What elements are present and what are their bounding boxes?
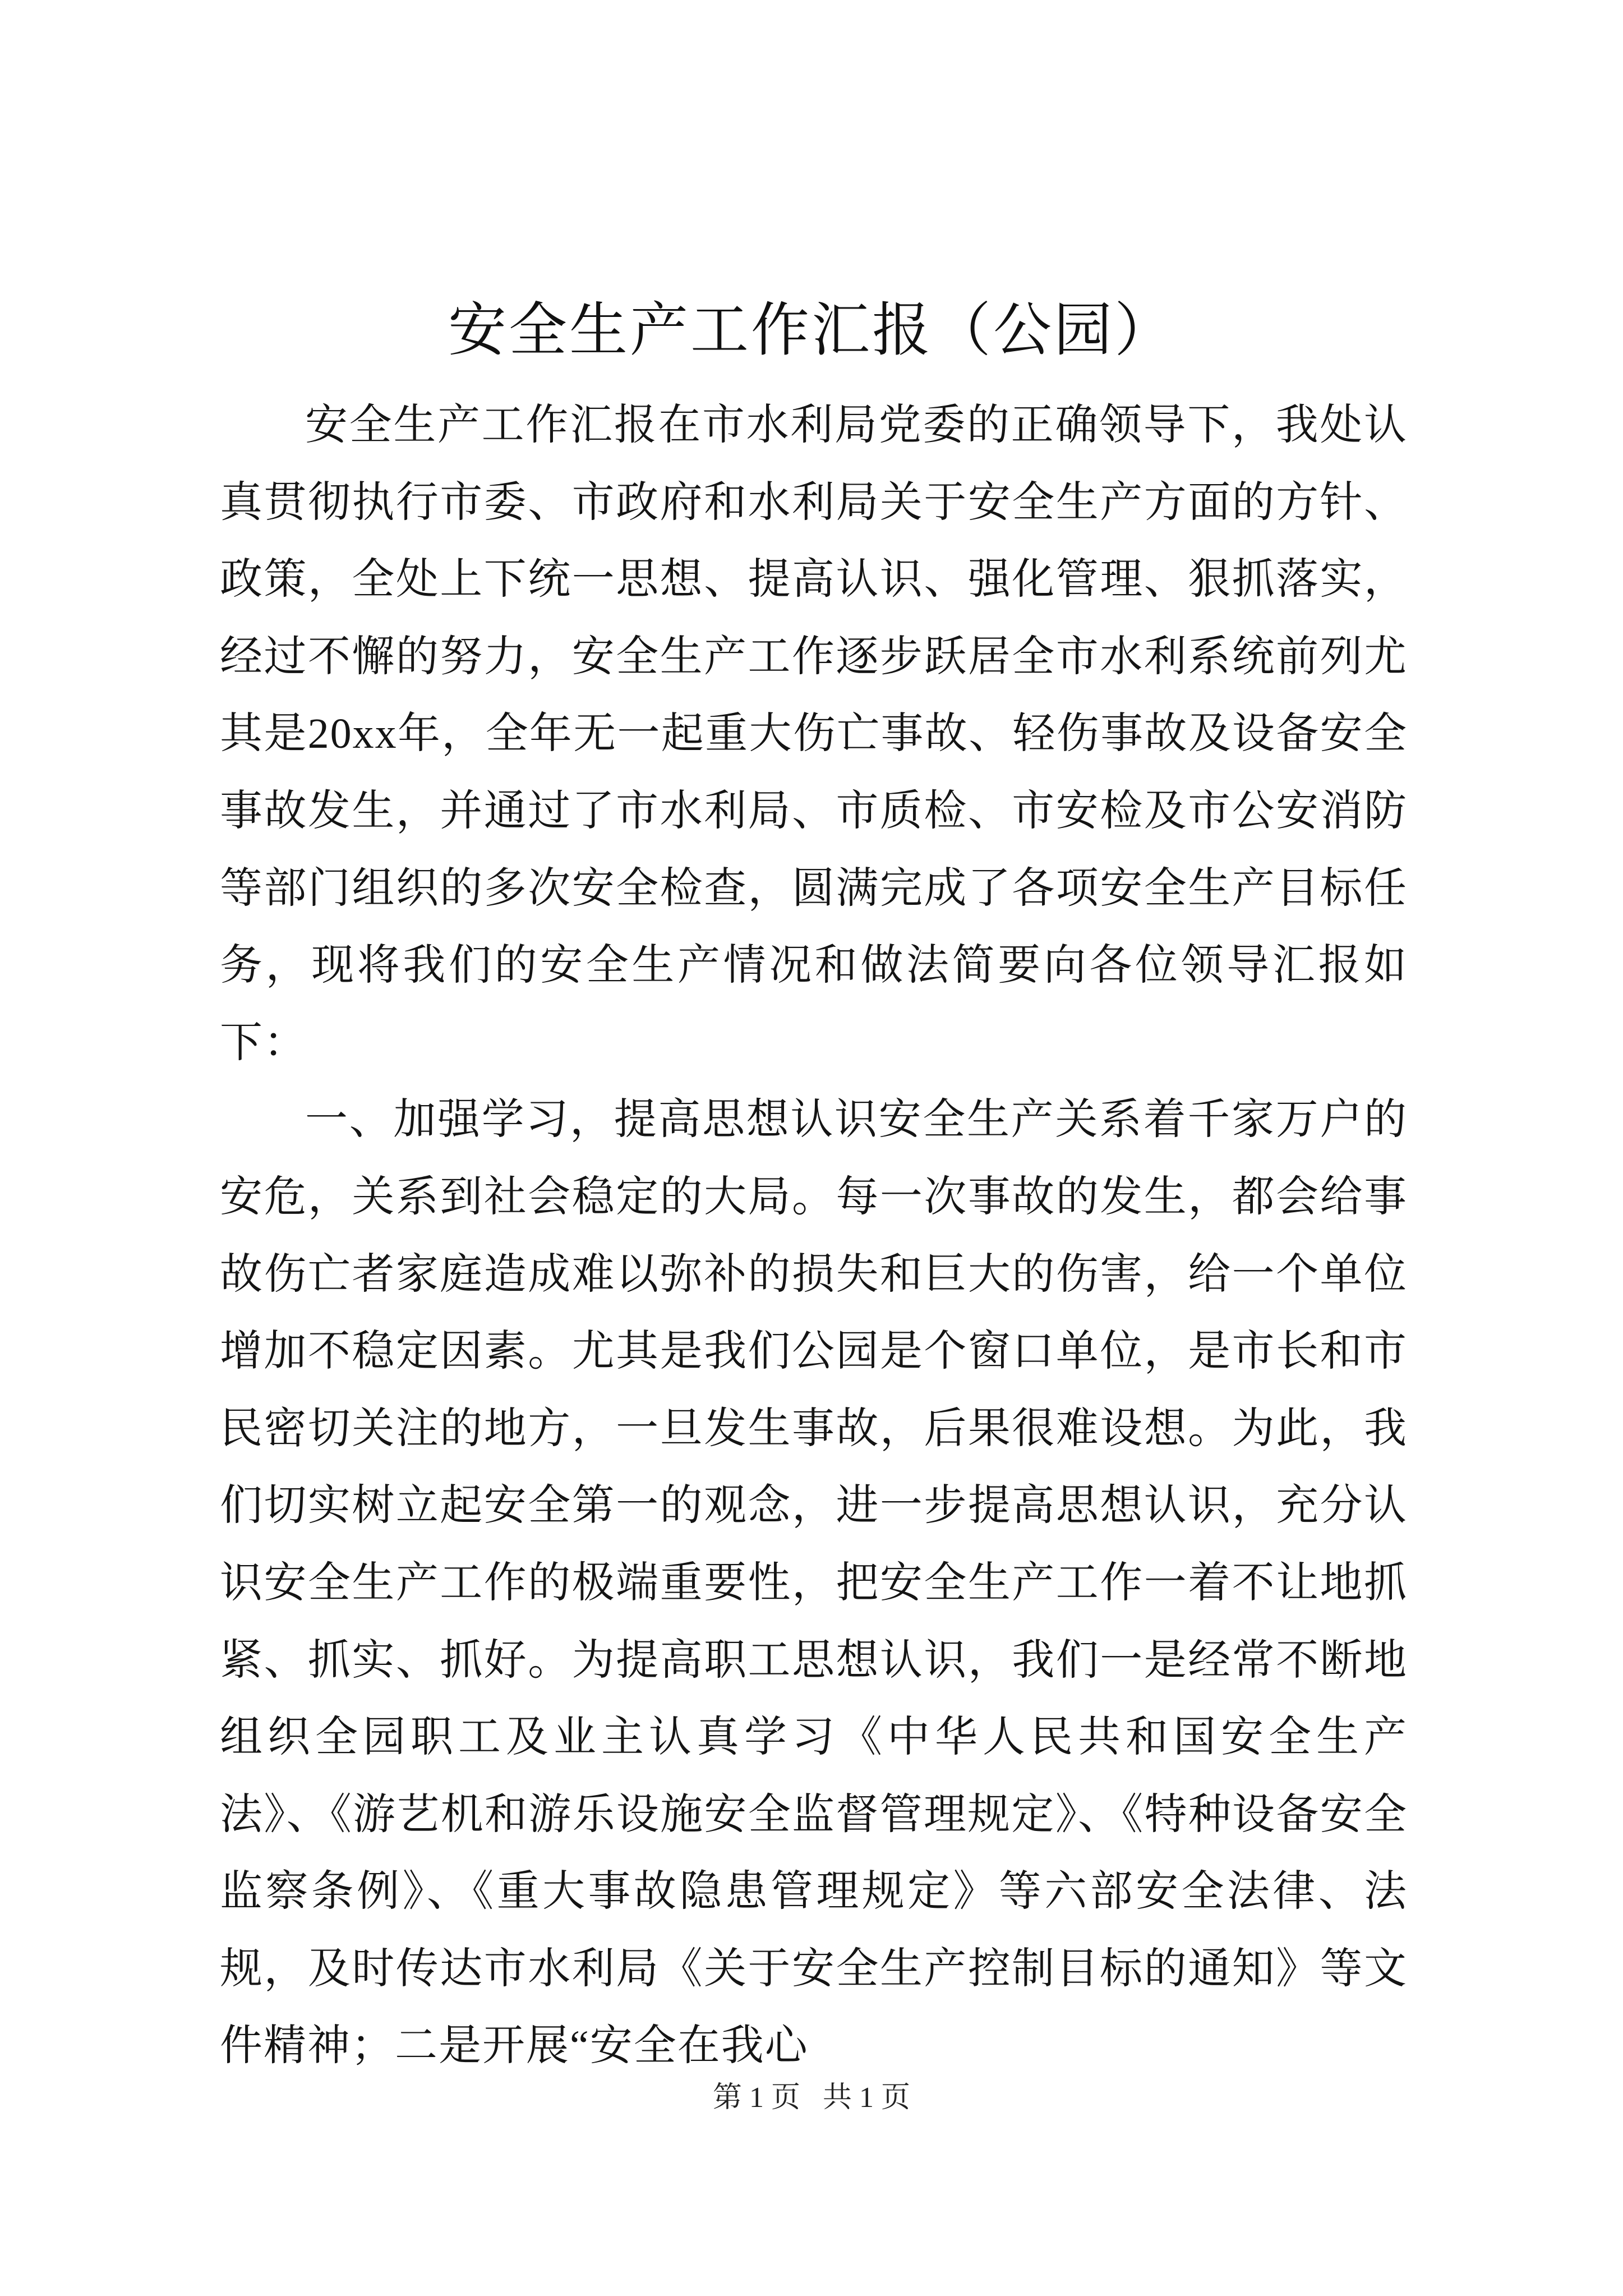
page-footer: [0, 2076, 1623, 2120]
page-total: 共 1 页: [823, 2082, 911, 2114]
paragraph-section-one: 一、加强学习，提高思想认识安全生产关系着千家万户的安危，关系到社会稳定的大局。每一次事故的发生，都会给事故伤亡者家庭造成难以弥补的损失和巨大的伤害，给一个单位增加不稳定因素。尤其是我们公园是个窗口单位，是市长和市民密切关注的地方，一旦发生事故，后果很难设想。为此，我们切实树立起安全第一的观念，进一步提高思想认识，充分认识安全生产工作的极端重要性，把安全生产工作一着不让地抓紧、抓实、抓好。为提高职工思想认识，我们一是经常不断地组织全园职工及业主认真学习《中华人民共和国安全生产法》、《游艺机和游乐设施安全监督管理规定》、《特种设备安全监察条例》、《重大事故隐患管理规定》等六部安全法律、法规，及时传达市水利局《关于安全生产控制目标的通知》等文件精神；二是开展“安全在我心: [220, 1096, 1408, 2070]
document-title: 安全生产工作汇报（公园）: [448, 298, 1175, 363]
paragraph-intro: 安全生产工作汇报在市水利局党委的正确领导下，我处认真贯彻执行市委、市政府和水利局关于安全生产方面的方针、政策，全处上下统一思想、提高认识、强化管理、狠抓落实，经过不懈的努力，安全生产工作逐步跃居全市水利系统前列尤其是20xx年，全年无一起重大伤亡事故、轻伤事故及设备安全事故发生，并通过了市水利局、市质检、市安检及市公安消防等部门组织的多次安全检查，圆满完成了各项安全生产目标任务，现将我们的安全生产情况和做法简要向各位领导汇报如下：: [220, 402, 1408, 1066]
document-body: [220, 387, 1408, 2070]
page-number: 第 1 页: [712, 2082, 800, 2114]
